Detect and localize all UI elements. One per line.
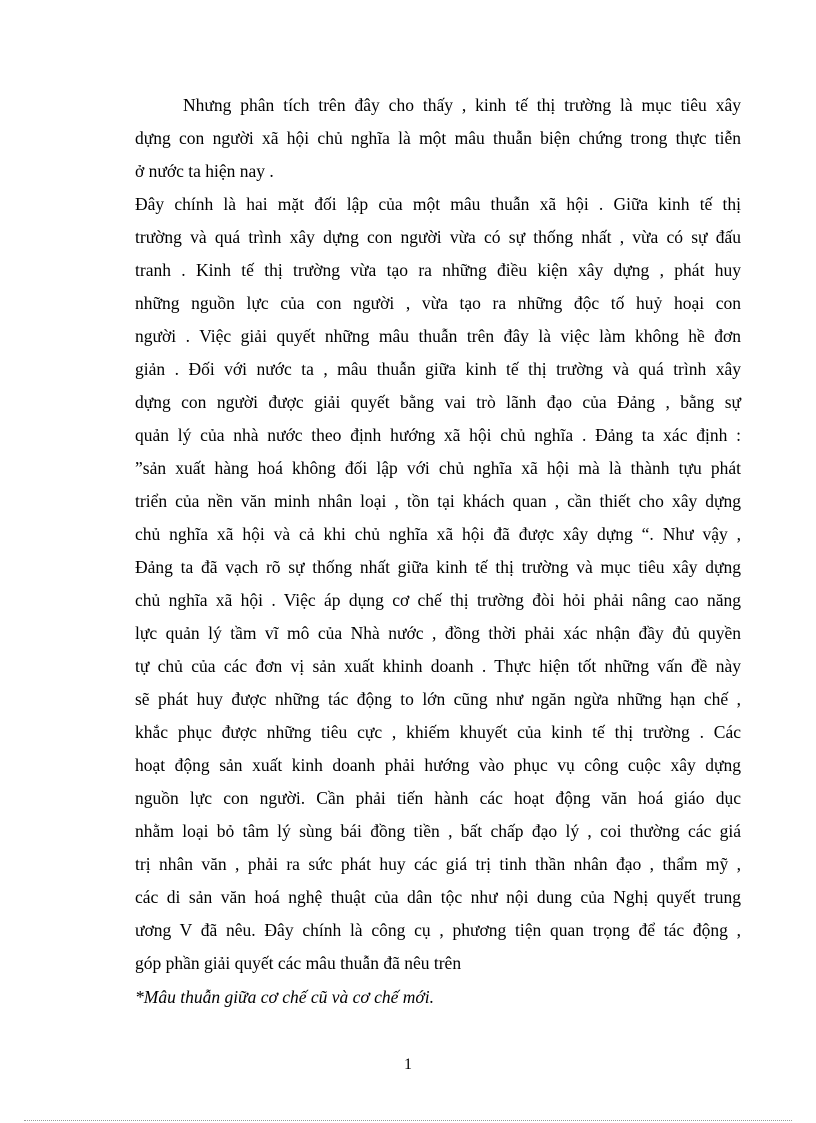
paragraph-2-line: nhằm loại bỏ tâm lý sùng bái đồng tiền , bất chấp đạo lý , coi thường các giá bbox=[135, 821, 741, 841]
paragraph-2-line: Đảng ta đã vạch rõ sự thống nhất giữa kinh tế thị trường và mục tiêu xây dựng bbox=[135, 557, 741, 577]
paragraph-2-line: lực quản lý tầm vĩ mô của Nhà nước , đồng thời phải xác nhận đầy đủ quyền bbox=[135, 623, 741, 643]
paragraph-2-line: người . Việc giải quyết những mâu thuẫn trên đây là việc làm không hề đơn bbox=[135, 326, 741, 346]
paragraph-2-line: ”sản xuất hàng hoá không đối lập với chủ nghĩa xã hội mà là thành tựu phát bbox=[135, 458, 741, 478]
paragraph-2-line: chủ nghĩa xã hội . Việc áp dụng cơ chế thị trường đòi hỏi phải nâng cao năng bbox=[135, 590, 741, 610]
paragraph-1-line-2: dựng con người xã hội chủ nghĩa là một mâu thuẫn biện chứng trong thực tiễn bbox=[135, 128, 741, 148]
paragraph-2-line: ương V đã nêu. Đây chính là công cụ , phương tiện quan trọng để tác động , bbox=[135, 920, 741, 940]
section-heading: *Mâu thuẫn giữa cơ chế cũ và cơ chế mới. bbox=[135, 987, 435, 1007]
paragraph-2-line: những nguồn lực của con người , vừa tạo ra những độc tố huỷ hoại con bbox=[135, 293, 741, 313]
paragraph-2-line: các di sản văn hoá nghệ thuật của dân tộc như nội dung của Nghị quyết trung bbox=[135, 887, 741, 907]
paragraph-2-line-last: góp phần giải quyết các mâu thuẫn đã nêu trên bbox=[135, 953, 462, 973]
paragraph-1-line-3: ở nước ta hiện nay . bbox=[135, 161, 274, 181]
paragraph-2-line: khắc phục được những tiêu cực , khiếm khuyết của kinh tế thị trường . Các bbox=[135, 722, 741, 742]
paragraph-2-line: giản . Đối với nước ta , mâu thuẫn giữa kinh tế thị trường và quá trình xây bbox=[135, 359, 741, 379]
paragraph-1-line-1: Nhưng phân tích trên đây cho thấy , kinh tế thị trường là mục tiêu xây bbox=[183, 95, 741, 115]
paragraph-2-line: trường và quá trình xây dựng con người vừa có sự thống nhất , vừa có sự đấu bbox=[135, 227, 741, 247]
paragraph-2-line: hoạt động sản xuất kinh doanh phải hướng vào phục vụ công cuộc xây dựng bbox=[135, 755, 741, 775]
paragraph-2-line: Đây chính là hai mặt đối lập của một mâu thuẫn xã hội . Giữa kinh tế thị bbox=[135, 194, 741, 214]
paragraph-2-line: dựng con người được giải quyết bằng vai trò lãnh đạo của Đảng , bằng sự bbox=[135, 392, 741, 412]
paragraph-2-line: sẽ phát huy được những tác động to lớn cũng như ngăn ngừa những hạn chế , bbox=[135, 689, 741, 709]
paragraph-2-line: tranh . Kinh tế thị trường vừa tạo ra những điều kiện xây dựng , phát huy bbox=[135, 260, 741, 280]
paragraph-2-line: chủ nghĩa xã hội và cả khi chủ nghĩa xã hội đã được xây dựng “. Như vậy , bbox=[135, 524, 741, 544]
page-divider bbox=[24, 1120, 792, 1121]
page-number: 1 bbox=[404, 1056, 412, 1073]
paragraph-2-line: trị nhân văn , phải ra sức phát huy các giá trị tinh thần nhân đạo , thẩm mỹ , bbox=[135, 854, 741, 874]
paragraph-2-line: nguồn lực con người. Cần phải tiến hành các hoạt động văn hoá giáo dục bbox=[135, 788, 741, 808]
paragraph-2-line: quản lý của nhà nước theo định hướng xã hội chủ nghĩa . Đảng ta xác định : bbox=[135, 425, 741, 445]
paragraph-2-line: tự chủ của các đơn vị sản xuất khinh doanh . Thực hiện tốt những vấn đề này bbox=[135, 656, 741, 676]
paragraph-2-line: triển của nền văn minh nhân loại , tồn tại khách quan , cần thiết cho xây dựng bbox=[135, 491, 741, 511]
